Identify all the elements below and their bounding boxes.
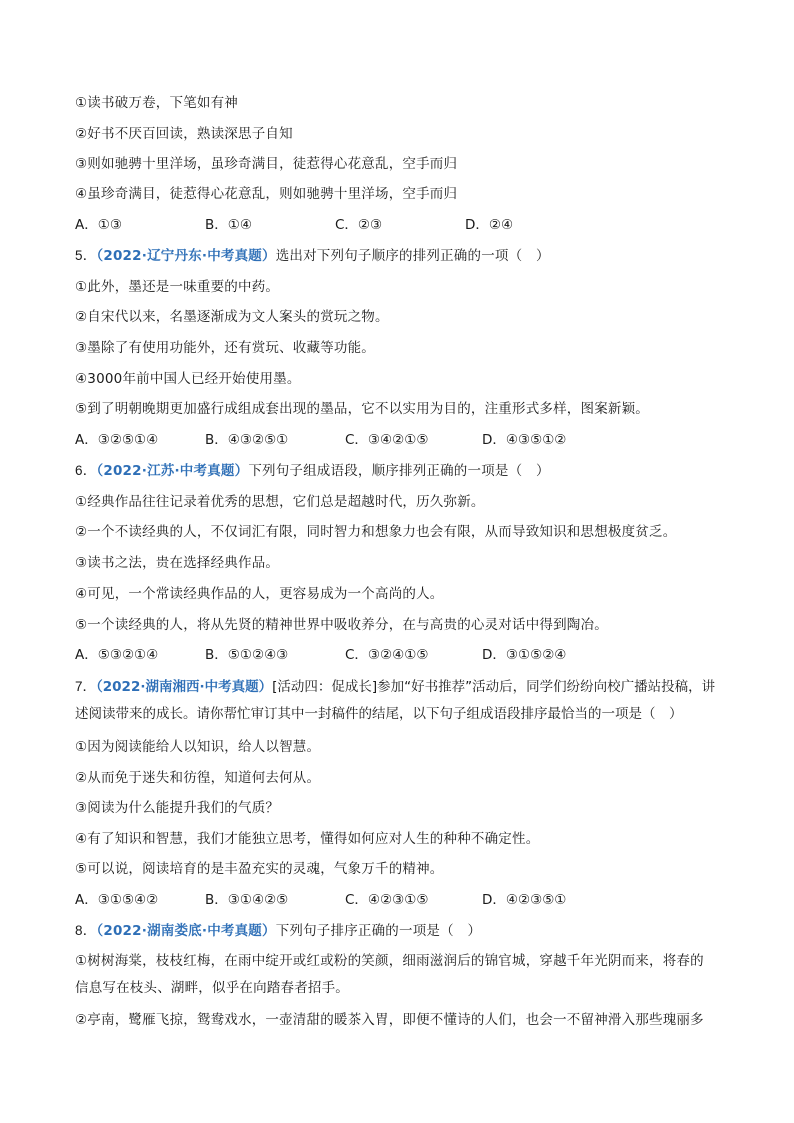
- item-text: ②从而免于迷失和彷徨，知道何去何从。: [75, 770, 321, 786]
- item-text: ①读书破万卷，下笔如有神: [75, 95, 239, 111]
- item-text: ①经典作品往往记录着优秀的思想，它们总是超越时代，历久弥新。: [75, 494, 485, 510]
- item-text: ②好书不厌百回读，熟读深思子自知: [75, 126, 293, 142]
- item-text: ③读书之法，贵在选择经典作品。: [75, 555, 280, 571]
- source-tag: （2022·辽宁丹东·中考真题）: [96, 248, 276, 264]
- option-c: C．②③: [335, 217, 383, 233]
- option-b: B．①④: [205, 217, 252, 233]
- item-text: ①树树海棠，枝枝红梅，在雨中绽开或红或粉的笑颜，细雨滋润后的锦官城，穿越千年光阴而来，将春的: [75, 953, 704, 969]
- item-text: ④有了知识和智慧，我们才能独立思考，懂得如何应对人生的种种不确定性。: [75, 831, 540, 847]
- option-c: C．③④②①⑤: [345, 432, 429, 448]
- item-text: ③则如驰骋十里洋场，虽珍奇满目，徒惹得心花意乱，空手而归: [75, 156, 458, 172]
- question-stem: 7．（2022·湖南湘西·中考真题）[活动四：促成长]参加“好书推荐”活动后，同学们纷纷向校广播站投稿，讲 述阅读带来的成长。请你帮忙审订其中一封稿件的结尾，以下句子组成语段排序最恰当的一项是（ ）: [75, 679, 716, 722]
- option-a: A．③①⑤④②: [75, 892, 159, 908]
- option-c: C．④②③①⑤: [345, 892, 429, 908]
- option-d: D．④③⑤①②: [482, 432, 567, 448]
- item-text: ②亭南，鹭雁飞掠，鸳鸯戏水，一壶清甜的暖茶入胃，即便不懂诗的人们，也会一不留神滑入那些瑰丽多: [75, 1012, 704, 1028]
- item-text: ⑤到了明朝晚期更加盛行成组成套出现的墨品，它不以实用为目的，注重形式多样，图案新颖。: [75, 401, 650, 417]
- item-text: ⑤可以说，阅读培育的是丰盈充实的灵魂，气象万千的精神。: [75, 861, 444, 877]
- option-d: D．③①⑤②④: [482, 647, 567, 663]
- option-a: A．③②⑤①④: [75, 432, 159, 448]
- option-d: D．②④: [465, 217, 514, 233]
- item-text: ②自宋代以来，名墨逐渐成为文人案头的赏玩之物。: [75, 309, 389, 325]
- item-text: ①因为阅读能给人以知识，给人以智慧。: [75, 739, 321, 755]
- option-b: B．④③②⑤①: [205, 432, 289, 448]
- item-text: ②一个不读经典的人，不仅词汇有限，同时智力和想象力也会有限，从而导致知识和思想极度贫乏。: [75, 524, 677, 540]
- option-a: A．①③: [75, 217, 122, 233]
- item-text: ④可见，一个常读经典作品的人，更容易成为一个高尚的人。: [75, 586, 444, 602]
- item-text: ①此外，墨还是一味重要的中药。: [75, 279, 280, 295]
- source-tag: （2022·湖南湘西·中考真题）: [96, 679, 273, 695]
- option-a: A．⑤③②①④: [75, 647, 159, 663]
- item-text: ④虽珍奇满目，徒惹得心花意乱，则如驰骋十里洋场，空手而归: [75, 186, 458, 202]
- question-stem: 8．（2022·湖南娄底·中考真题）下列句子排序正确的一项是（ ）: [75, 923, 482, 939]
- item-text: ⑤一个读经典的人，将从先贤的精神世界中吸收养分，在与高贵的心灵对话中得到陶冶。: [75, 617, 608, 633]
- source-tag: （2022·江苏·中考真题）: [96, 463, 249, 479]
- option-d: D．④②③⑤①: [482, 892, 567, 908]
- item-text: ③墨除了有使用功能外，还有赏玩、收藏等功能。: [75, 340, 376, 356]
- answer-options: [75, 430, 566, 450]
- answer-options: [75, 215, 513, 235]
- item-text: ④3000年前中国人已经开始使用墨。: [75, 371, 301, 387]
- question-stem: 5．（2022·辽宁丹东·中考真题）选出对下列句子顺序的排列正确的一项（ ）: [75, 248, 550, 264]
- option-b: B．③①④②⑤: [205, 892, 289, 908]
- answer-options: [75, 890, 566, 910]
- answer-options: [75, 645, 566, 665]
- option-c: C．③②④①⑤: [345, 647, 429, 663]
- question-stem: 6．（2022·江苏·中考真题）下列句子组成语段，顺序排列正确的一项是（ ）: [75, 463, 550, 479]
- option-b: B．⑤①②④③: [205, 647, 289, 663]
- source-tag: （2022·湖南娄底·中考真题）: [96, 923, 276, 939]
- item-text: ③阅读为什么能提升我们的气质？: [75, 800, 280, 816]
- item-text: 信息写在枝头、湖畔，似乎在向踏春者招手。: [75, 980, 349, 996]
